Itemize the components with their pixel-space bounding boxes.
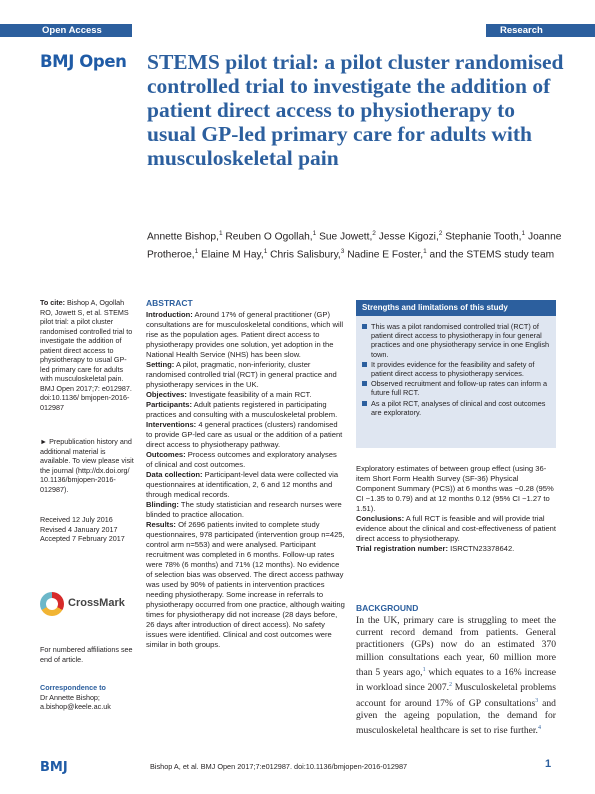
abstract-exploratory: Exploratory estimates of between group effect (using 36-item Short Form Health Survey (SF-36) Physical Component Summary (PCS)) at 6 months was −0.28 (95% CI −1.35 to 0.79) and at 12 months 0.12 (95% CI −1.27 to 1.51). — [356, 464, 554, 513]
abstract-section-label: Setting: — [146, 360, 175, 369]
abstract-section-label: Data collection: — [146, 470, 203, 479]
background-text-1: In the UK, primary care is struggling to meet the current record demand from patients. General practitioners (GPs) now do an estimated 370 million consultations each year, 60 million more than 5 years ago, — [356, 615, 556, 678]
author-affiliation-marker: 1 — [194, 247, 199, 255]
registration-label: Trial registration number: — [356, 544, 448, 553]
author-affiliation-marker: 2 — [372, 230, 376, 237]
author-name: Chris Salisbury, — [267, 249, 341, 261]
background-text-3: Musculoskeletal problems account for around 17% of GP consultations — [356, 682, 556, 709]
background-text-2: which equates to a 16% increase in workload since 2007. — [356, 667, 556, 694]
correspondence-name: Dr Annette Bishop; — [40, 692, 100, 702]
conclusions-label: Conclusions: — [356, 514, 405, 523]
abstract-section-label: Outcomes: — [146, 450, 186, 459]
journal-logo[interactable]: BMJ Open — [40, 52, 127, 71]
author-name: Jesse Kigozi, — [375, 231, 439, 243]
strengths-item-text: Observed recruitment and follow-up rates can inform a future full RCT. — [371, 379, 548, 398]
abstract-section — [146, 310, 345, 360]
abstract-section-text: A pilot, pragmatic, non-inferiority, cluster randomised controlled trial (RCT) in general practice and physiotherapy services in the UK. — [146, 360, 337, 389]
accepted-date: Accepted 7 February 2017 — [40, 534, 125, 543]
author-name: Joanne Protheroe, — [147, 231, 562, 261]
crossmark-badge[interactable] — [40, 592, 135, 618]
abstract-heading: ABSTRACT — [146, 298, 193, 308]
square-bullet-icon — [362, 401, 367, 406]
abstract-section-text: Process outcomes and exploratory analyses of clinical and cost outcomes. — [146, 450, 337, 469]
correspondence-block — [40, 683, 135, 712]
abstract-section-label: Participants: — [146, 400, 192, 409]
article-title: STEMS pilot trial: a pilot cluster randomised controlled trial to investigate the addition of patient direct access to physiotherapy to usual GP-led primary care for adults with musculoskeletal pain — [147, 50, 564, 170]
author-name: Stephanie Tooth, — [442, 231, 522, 243]
author-name: and the STEMS study team — [426, 249, 555, 261]
author-affiliation-marker: 1 — [312, 230, 317, 237]
author-list — [147, 227, 567, 262]
author-name: Nadine E Foster, — [344, 249, 424, 261]
open-access-label: Open Access — [42, 25, 102, 36]
abstract-section — [146, 360, 345, 390]
prepublication-note[interactable]: ► Prepublication history and additional material is available. To view please visit the journal (http://dx.doi.org/ 10.1136/bmjopen-2016- 012987). — [40, 437, 134, 494]
abstract-section-label: Blinding: — [146, 500, 179, 509]
author-name: Elaine M Hay, — [198, 249, 264, 261]
author-affiliation-marker: 1 — [521, 230, 526, 237]
abstract-section — [146, 450, 345, 470]
square-bullet-icon — [362, 381, 367, 386]
cite-label: To cite: — [40, 298, 66, 307]
correspondence-label: Correspondence to — [40, 683, 106, 692]
abstract-section — [146, 520, 345, 650]
crossmark-icon — [40, 592, 64, 616]
strengths-list — [362, 322, 551, 417]
research-label: Research — [500, 25, 543, 36]
citation-block — [40, 298, 135, 412]
strengths-item — [362, 322, 551, 359]
background-heading: BACKGROUND — [356, 603, 419, 613]
abstract — [146, 298, 345, 650]
abstract-section-text: Investigate feasibility of a main RCT. — [186, 390, 312, 399]
open-access-banner — [0, 24, 132, 37]
registration-number: ISRCTN23378642. — [448, 544, 515, 553]
research-banner — [486, 24, 595, 37]
strengths-item-text: As a pilot RCT, analyses of clinical and cost outcomes are exploratory. — [371, 398, 546, 417]
strengths-box — [356, 300, 556, 448]
author-affiliation-marker: 1 — [263, 247, 268, 255]
trial-registration — [356, 544, 556, 554]
author-name: Sue Jowett, — [316, 231, 373, 243]
author-name: Reuben O Ogollah, — [222, 231, 313, 243]
abstract-section-label: Interventions: — [146, 420, 197, 429]
article-dates — [40, 515, 135, 544]
correspondence-email[interactable]: a.bishop@keele.ac.uk — [40, 702, 111, 711]
abstract-section-text: Adult patients registered in participating practices and consulting with a musculoskeletal problem. — [146, 400, 338, 419]
received-date: Received 12 July 2016 — [40, 515, 113, 524]
abstract-section-text: 4 general practices (clusters) randomised to provide GP-led care as usual or the addition of a patient direct access to physiotherapy pathway. — [146, 420, 343, 449]
strengths-item-text: It provides evidence for the feasibility and safety of patient direct access to physiotherapy services. — [371, 359, 535, 379]
author-affiliation-marker: 1 — [218, 230, 223, 237]
conclusions-text: A full RCT is feasible and will provide trial evidence about the clinical and cost-effectiveness of patient direct access to physiotherapy. — [356, 514, 556, 543]
abstract-conclusions — [356, 514, 556, 544]
author-name: Annette Bishop, — [147, 231, 219, 243]
background-section — [356, 603, 556, 738]
square-bullet-icon — [362, 324, 367, 329]
reference-3[interactable]: 3 — [535, 697, 539, 704]
abstract-section — [146, 500, 345, 520]
abstract-section — [146, 470, 345, 500]
author-affiliation-marker: 3 — [340, 247, 345, 255]
abstract-section — [146, 400, 345, 420]
author-affiliation-marker: 1 — [423, 247, 427, 255]
cite-text: Bishop A, Ogollah RO, Jowett S, et al. STEMS pilot trial: a pilot cluster randomised controlled trial to investigate the addition of patient direct access to physiotherapy to usual GP-led primary care for adults with musculoskeletal pain. BMJ Open 2017;7: e012987. doi:10.1136/ bmjopen-2016-012987 — [40, 298, 133, 412]
page-number: 1 — [545, 758, 552, 770]
strengths-heading: Strengths and limitations of this study — [356, 300, 556, 316]
abstract-section-label: Results: — [146, 520, 176, 529]
footer-bmj-logo[interactable]: BMJ — [40, 760, 68, 775]
abstract-section — [146, 420, 345, 450]
abstract-continued — [356, 464, 556, 554]
crossmark-label: CrossMark — [68, 597, 125, 609]
background-text-4: and given the ageing population, the demand for musculoskeletal healthcare is set to rise further. — [356, 697, 556, 737]
abstract-section-text: Of 2696 patients invited to complete study questionnaires, 978 participated (intervention group n=425, control arm n=553) and were analysed. Participant recruitment was completed in 6 months. Follow-up rates were 78% (6 months) and 71% (12 months). No evidence of selection bias was observed. The direct access pathway was used by 90% of patients in intervention practices needing physiotherapy. Some increase in referrals to physiotherapy occurred from one practice, although waiting times for physiotherapy did not increase (28 days before, 26 days after introduction of direct access). No safety issues were identified. Clinical and cost outcomes were similar in both groups. — [146, 520, 345, 649]
revised-date: Revised 4 January 2017 — [40, 524, 118, 534]
author-affiliation-marker: 2 — [438, 230, 443, 237]
abstract-section-text: The study statistician and research nurses were blinded to practice allocation. — [146, 500, 342, 519]
strengths-item-text: This was a pilot randomised controlled trial (RCT) of patient direct access to physiotherapy in four general practices and one physiotherapy service in one English town. — [371, 322, 550, 359]
footer-citation: Bishop A, et al. BMJ Open 2017;7:e012987. doi:10.1136/bmjopen-2016-012987 — [150, 762, 408, 771]
strengths-item — [362, 360, 551, 378]
abstract-section-text: Around 17% of general practitioner (GP) consultations are for musculoskeletal conditions, which will rise as the population ages. Patient direct access to physiotherapy provides one solution, yet adoption in the National Health Service (NHS) has been slow. — [146, 310, 344, 359]
square-bullet-icon — [362, 362, 367, 367]
abstract-section-text: Participant-level data were collected via questionnaires at identification, 2, 6 and 12 months and through medical records. — [146, 470, 339, 499]
reference-4[interactable]: 4 — [537, 725, 541, 732]
abstract-section-label: Introduction: — [146, 310, 193, 319]
strengths-item — [362, 379, 551, 397]
reference-1[interactable]: 1 — [422, 666, 426, 673]
reference-2[interactable]: 2 — [449, 682, 453, 689]
abstract-body — [146, 310, 345, 650]
abstract-section — [146, 390, 345, 400]
affiliations-note: For numbered affiliations see end of article. — [40, 645, 133, 664]
strengths-item — [362, 399, 551, 417]
abstract-section-label: Objectives: — [146, 390, 187, 399]
background-paragraph — [356, 615, 556, 738]
